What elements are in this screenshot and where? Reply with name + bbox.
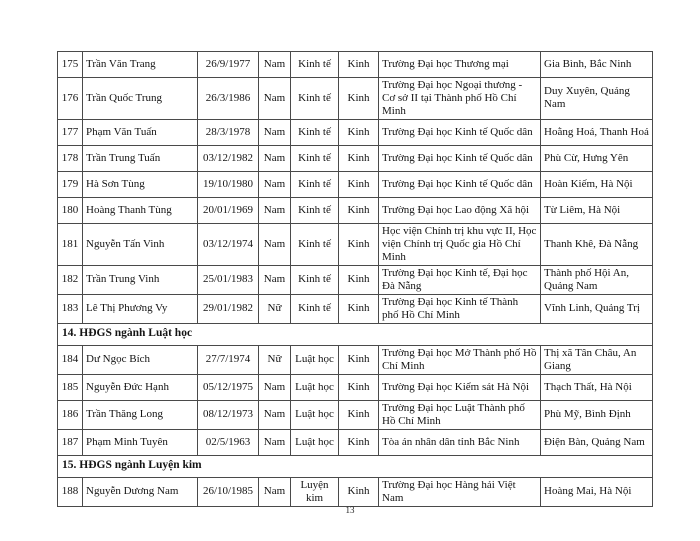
cell-full-name: Trần Trung Vinh [83,265,198,294]
cell-ethnicity: Kinh [339,119,379,145]
cell-discipline: Luật học [291,429,339,455]
cell-date-of-birth: 08/12/1973 [198,400,259,429]
cell-date-of-birth: 03/12/1974 [198,223,259,265]
cell-index-number: 188 [58,477,83,506]
cell-hometown: Duy Xuyên, Quảng Nam [541,78,653,120]
cell-gender: Nam [259,223,291,265]
cell-index-number: 177 [58,119,83,145]
cell-date-of-birth: 29/01/1982 [198,294,259,323]
page-number: 13 [345,505,355,515]
cell-full-name: Dư Ngọc Bích [83,345,198,374]
section-header-label: 15. HĐGS ngành Luyện kim [58,455,653,477]
cell-workplace: Trường Đại học Thương mại [379,52,541,78]
cell-ethnicity: Kinh [339,477,379,506]
cell-workplace: Trường Đại học Lao động Xã hội [379,197,541,223]
cell-ethnicity: Kinh [339,294,379,323]
table-row [58,374,653,400]
cell-gender: Nữ [259,294,291,323]
cell-date-of-birth: 19/10/1980 [198,171,259,197]
cell-workplace: Học viện Chính trị khu vực II, Học viện Chính trị Quốc gia Hồ Chí Minh [379,223,541,265]
cell-workplace: Trường Đại học Hàng hải Việt Nam [379,477,541,506]
cell-ethnicity: Kinh [339,78,379,120]
cell-ethnicity: Kinh [339,400,379,429]
cell-gender: Nam [259,171,291,197]
table-row [58,52,653,78]
cell-hometown: Thành phố Hội An, Quảng Nam [541,265,653,294]
cell-date-of-birth: 26/3/1986 [198,78,259,120]
cell-hometown: Từ Liêm, Hà Nội [541,197,653,223]
cell-index-number: 175 [58,52,83,78]
cell-index-number: 181 [58,223,83,265]
cell-gender: Nam [259,197,291,223]
cell-full-name: Trần Trung Tuấn [83,145,198,171]
cell-full-name: Nguyễn Dương Nam [83,477,198,506]
cell-gender: Nam [259,477,291,506]
table-row [58,477,653,506]
cell-gender: Nữ [259,345,291,374]
cell-discipline: Kinh tế [291,78,339,120]
cell-hometown: Thạch Thất, Hà Nội [541,374,653,400]
cell-workplace: Trường Đại học Luật Thành phố Hồ Chí Minh [379,400,541,429]
cell-full-name: Trần Thăng Long [83,400,198,429]
cell-discipline: Luật học [291,374,339,400]
cell-discipline: Kinh tế [291,294,339,323]
cell-date-of-birth: 03/12/1982 [198,145,259,171]
cell-workplace: Trường Đại học Kiểm sát Hà Nội [379,374,541,400]
cell-date-of-birth: 26/9/1977 [198,52,259,78]
table-row [58,429,653,455]
cell-full-name: Trần Văn Trang [83,52,198,78]
section-header-row [58,455,653,477]
table-row [58,171,653,197]
candidates-table [57,51,653,507]
cell-full-name: Hà Sơn Tùng [83,171,198,197]
cell-discipline: Kinh tế [291,171,339,197]
cell-date-of-birth: 27/7/1974 [198,345,259,374]
cell-ethnicity: Kinh [339,197,379,223]
cell-index-number: 187 [58,429,83,455]
cell-workplace: Trường Đại học Kinh tế Thành phố Hồ Chí Minh [379,294,541,323]
cell-gender: Nam [259,78,291,120]
cell-hometown: Hoàn Kiếm, Hà Nội [541,171,653,197]
cell-discipline: Kinh tế [291,119,339,145]
cell-hometown: Vĩnh Linh, Quảng Trị [541,294,653,323]
cell-discipline: Luật học [291,345,339,374]
cell-discipline: Kinh tế [291,223,339,265]
cell-full-name: Nguyễn Tấn Vinh [83,223,198,265]
cell-full-name: Trần Quốc Trung [83,78,198,120]
cell-ethnicity: Kinh [339,223,379,265]
cell-index-number: 176 [58,78,83,120]
cell-gender: Nam [259,145,291,171]
cell-date-of-birth: 05/12/1975 [198,374,259,400]
cell-discipline: Kinh tế [291,197,339,223]
cell-hometown: Thị xã Tân Châu, An Giang [541,345,653,374]
cell-discipline: Luật học [291,400,339,429]
cell-hometown: Gia Bình, Bắc Ninh [541,52,653,78]
cell-gender: Nam [259,400,291,429]
cell-hometown: Điện Bàn, Quảng Nam [541,429,653,455]
cell-full-name: Phạm Văn Tuấn [83,119,198,145]
cell-ethnicity: Kinh [339,171,379,197]
cell-discipline: Kinh tế [291,145,339,171]
section-header-row [58,323,653,345]
cell-date-of-birth: 25/01/1983 [198,265,259,294]
cell-date-of-birth: 28/3/1978 [198,119,259,145]
cell-index-number: 185 [58,374,83,400]
table-row [58,78,653,120]
cell-discipline: Kinh tế [291,52,339,78]
table-row [58,345,653,374]
cell-ethnicity: Kinh [339,345,379,374]
cell-discipline: Luyện kim [291,477,339,506]
cell-index-number: 182 [58,265,83,294]
cell-workplace: Trường Đại học Kinh tế, Đại học Đà Nẵng [379,265,541,294]
cell-gender: Nam [259,52,291,78]
cell-gender: Nam [259,265,291,294]
table-row [58,197,653,223]
cell-hometown: Thanh Khê, Đà Nẵng [541,223,653,265]
cell-ethnicity: Kinh [339,429,379,455]
cell-date-of-birth: 02/5/1963 [198,429,259,455]
cell-hometown: Hoằng Hoá, Thanh Hoá [541,119,653,145]
table-row [58,145,653,171]
cell-ethnicity: Kinh [339,265,379,294]
cell-ethnicity: Kinh [339,374,379,400]
cell-full-name: Hoàng Thanh Tùng [83,197,198,223]
cell-gender: Nam [259,374,291,400]
cell-workplace: Trường Đại học Kinh tế Quốc dân [379,119,541,145]
cell-index-number: 186 [58,400,83,429]
cell-workplace: Tòa án nhân dân tỉnh Bắc Ninh [379,429,541,455]
cell-hometown: Phù Cừ, Hưng Yên [541,145,653,171]
cell-hometown: Phù Mỹ, Bình Định [541,400,653,429]
cell-workplace: Trường Đại học Kinh tế Quốc dân [379,171,541,197]
cell-index-number: 179 [58,171,83,197]
cell-index-number: 180 [58,197,83,223]
cell-full-name: Lê Thị Phương Vy [83,294,198,323]
cell-full-name: Phạm Minh Tuyên [83,429,198,455]
table-row [58,400,653,429]
cell-hometown: Hoàng Mai, Hà Nội [541,477,653,506]
cell-workplace: Trường Đại học Ngoại thương - Cơ sở II tại Thành phố Hồ Chí Minh [379,78,541,120]
cell-gender: Nam [259,119,291,145]
table-row [58,223,653,265]
cell-workplace: Trường Đại học Mở Thành phố Hồ Chí Minh [379,345,541,374]
cell-full-name: Nguyễn Đức Hạnh [83,374,198,400]
table-row [58,265,653,294]
cell-date-of-birth: 26/10/1985 [198,477,259,506]
cell-date-of-birth: 20/01/1969 [198,197,259,223]
cell-ethnicity: Kinh [339,145,379,171]
cell-discipline: Kinh tế [291,265,339,294]
cell-index-number: 184 [58,345,83,374]
cell-workplace: Trường Đại học Kinh tế Quốc dân [379,145,541,171]
cell-gender: Nam [259,429,291,455]
table-row [58,119,653,145]
table-row [58,294,653,323]
cell-ethnicity: Kinh [339,52,379,78]
cell-index-number: 183 [58,294,83,323]
cell-index-number: 178 [58,145,83,171]
section-header-label: 14. HĐGS ngành Luật học [58,323,653,345]
